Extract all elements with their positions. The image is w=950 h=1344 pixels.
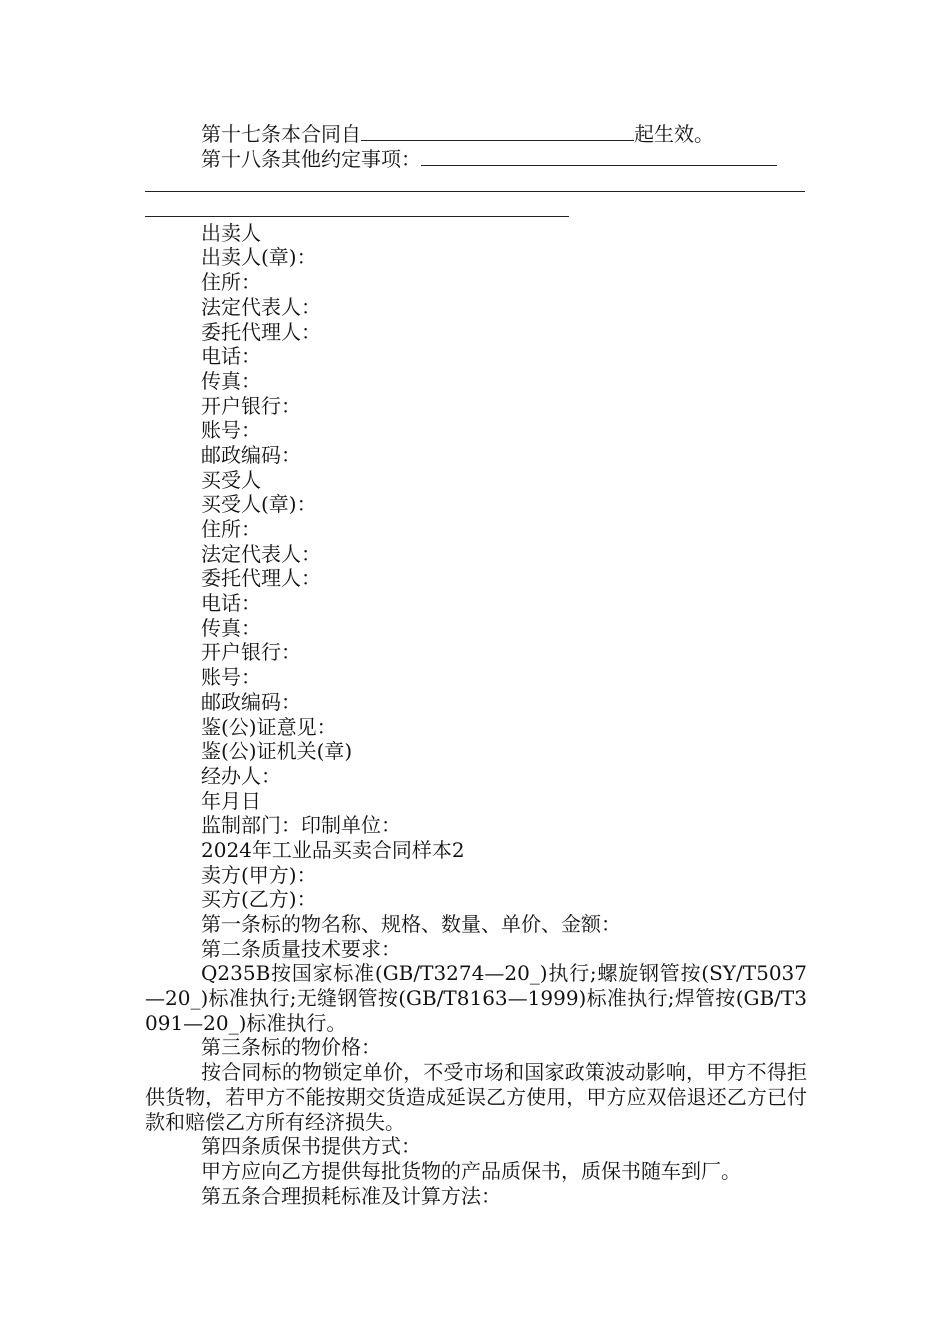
- seller-party: 卖方(甲方)：: [201, 862, 317, 887]
- seller-field: 账号：: [201, 418, 261, 443]
- article-1-heading: 第一条标的物名称、规格、数量、单价、金额：: [201, 912, 621, 936]
- blank-rule: [145, 191, 805, 192]
- seller-field: 委托代理人：: [201, 319, 321, 344]
- article-4-heading: 第四条质保书提供方式：: [201, 1134, 421, 1159]
- notary-field: 鉴(公)证意见：: [201, 714, 337, 739]
- seller-field: 住所：: [201, 270, 261, 295]
- clause-18-text: 第十八条其他约定事项：: [201, 146, 421, 171]
- seller-field: 法定代表人：: [201, 294, 321, 319]
- buyer-title: 买受人: [201, 467, 261, 492]
- clause-17-text: 第十七条本合同自: [201, 122, 361, 146]
- article-4-text: 甲方应向乙方提供每批货物的产品质保书，质保书随车到厂。: [201, 1158, 741, 1183]
- notary-field: 年月日: [201, 788, 261, 813]
- buyer-field: 买受人(章)：: [201, 492, 317, 517]
- clause-17-suffix: 起生效。: [634, 122, 714, 146]
- sample2-title: 2024年工业品买卖合同样本2: [201, 837, 465, 862]
- seller-title: 出卖人: [201, 220, 261, 245]
- seller-field: 电话：: [201, 344, 261, 369]
- document-body: [145, 122, 807, 1208]
- other-terms-blank-1: [421, 147, 777, 166]
- buyer-field: 邮政编码：: [201, 689, 301, 714]
- buyer-field: 账号：: [201, 665, 261, 690]
- article-3-text: 按合同标的物锁定单价，不受市场和国家政策波动影响，甲方不得拒供货物，若甲方不能按期交货造成延误乙方使用，甲方应双倍退还乙方已付款和赔偿乙方所有经济损失。: [145, 1060, 807, 1134]
- other-terms-blank-2: [145, 171, 807, 196]
- blank-rule: [145, 216, 569, 217]
- seller-field: 开户银行：: [201, 393, 301, 418]
- article-3-heading: 第三条标的物价格：: [201, 1035, 381, 1060]
- article-5-heading: 第五条合理损耗标准及计算方法：: [201, 1183, 501, 1208]
- article-2-heading: 第二条质量技术要求：: [201, 936, 401, 961]
- other-terms-blank-3: [145, 196, 807, 221]
- seller-field: 出卖人(章)：: [201, 245, 317, 270]
- buyer-field: 传真：: [201, 615, 261, 640]
- notary-field: 经办人：: [201, 763, 281, 788]
- notary-field: 鉴(公)证机关(章): [201, 739, 353, 764]
- buyer-field: 住所：: [201, 517, 261, 541]
- buyer-field: 电话：: [201, 591, 261, 616]
- effective-date-blank: [361, 122, 634, 141]
- article-2-text: Q235B按国家标准(GB/T3274—20_)执行;螺旋钢管按(SY/T5037—20_)标准执行;无缝钢管按(GB/T8163—1999)标准执行;焊管按(GB/T3091—20_)标准执行。: [145, 961, 807, 1035]
- buyer-party: 买方(乙方)：: [201, 887, 317, 912]
- buyer-field: 委托代理人：: [201, 566, 321, 591]
- seller-field: 传真：: [201, 368, 261, 393]
- clause-17: [145, 122, 807, 147]
- seller-field: 邮政编码：: [201, 442, 301, 467]
- buyer-field: 开户银行：: [201, 640, 301, 665]
- buyer-field: 法定代表人：: [201, 541, 321, 566]
- clause-18: [145, 147, 807, 172]
- notary-field: 监制部门：印制单位：: [201, 813, 401, 838]
